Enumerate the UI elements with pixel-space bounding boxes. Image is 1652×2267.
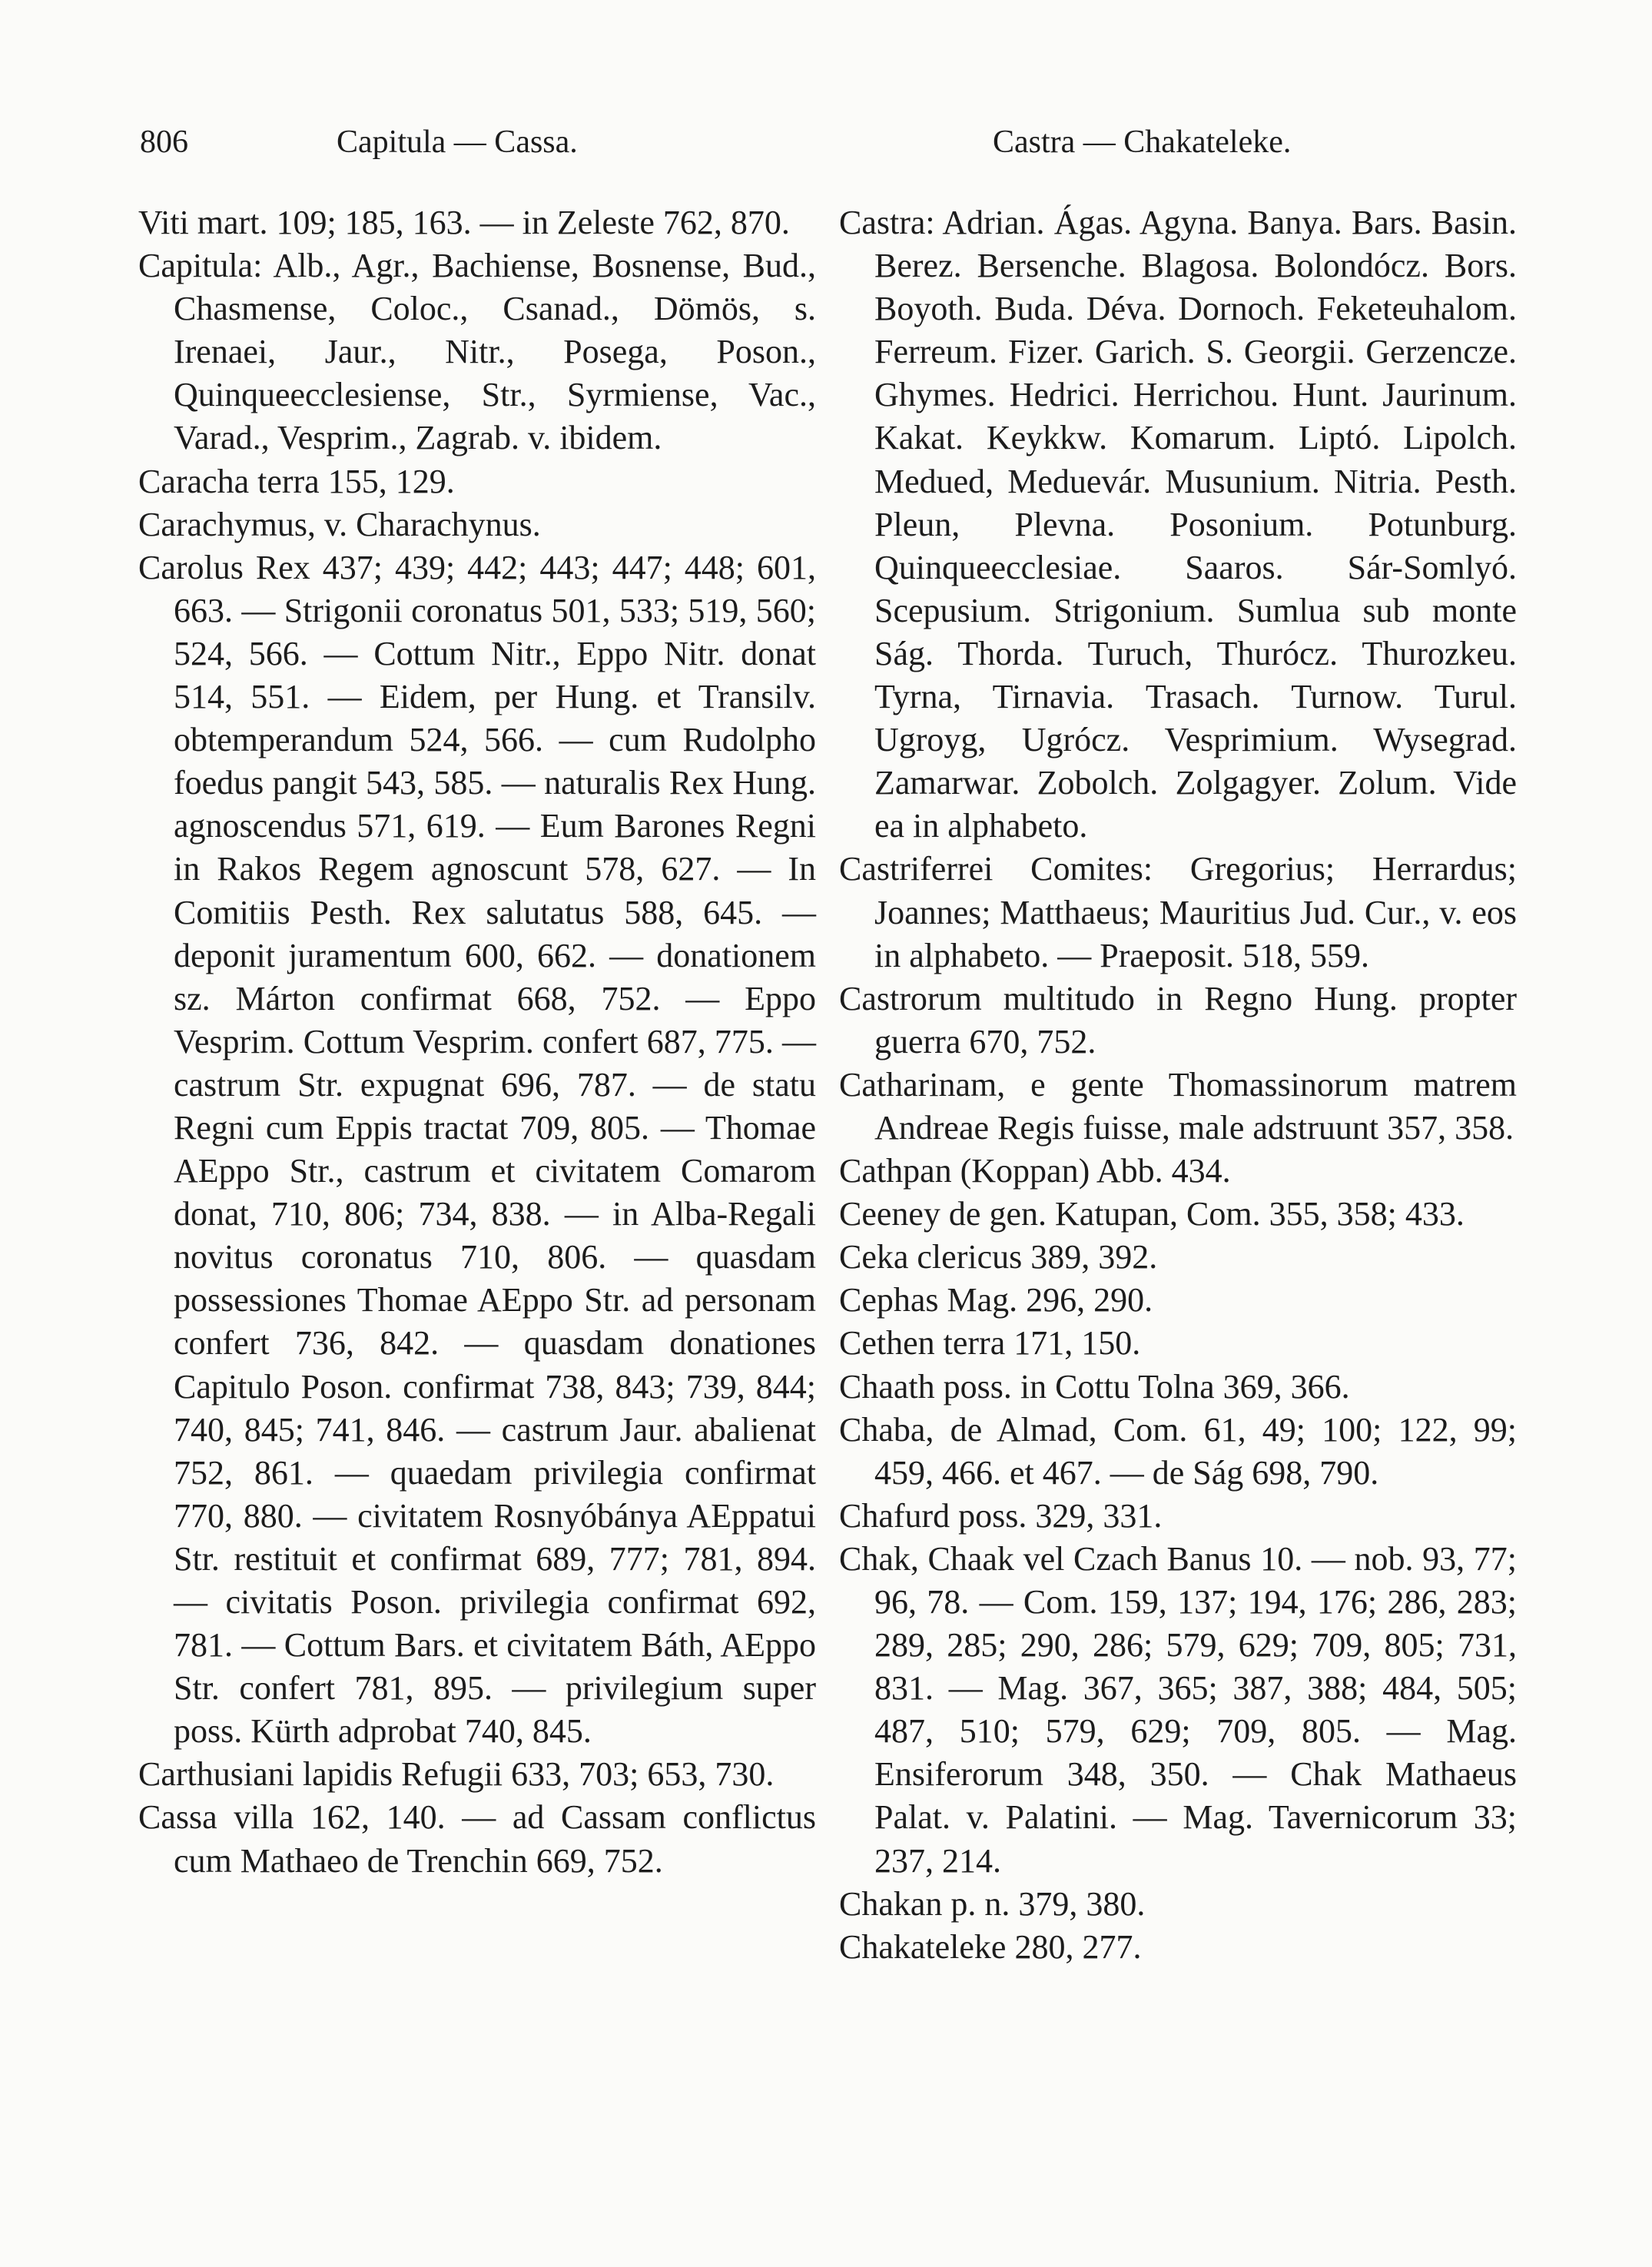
- index-entry: Castriferrei Comites: Gregorius; Herrardus; Joannes; Matthaeus; Mauritius Jud. Cur., v. eos in alphabeto. — Praeposit. 518, 559.: [839, 850, 1517, 974]
- index-entry: Chak, Chaak vel Czach Banus 10. — nob. 93, 77; 96, 78. — Com. 159, 137; 194, 176; 286, 283; 289, 285; 290, 286; 579, 629; 709, 805; 731, 831. — Mag. 367, 365; 387, 388; 484, 505; 487, 510; 579, 629; 709, 805. — Mag. Ensiferorum 348, 350. — Chak Mathaeus Palat. v. Palatini. — Mag. Tavernicorum 33; 237, 214.: [839, 1539, 1517, 1880]
- index-entry: Caracha terra 155, 129.: [138, 462, 455, 500]
- index-entry: Chaath poss. in Cottu Tolna 369, 366.: [839, 1367, 1350, 1406]
- index-entry: Chakan p. n. 379, 380.: [839, 1884, 1146, 1923]
- index-entry: Chafurd poss. 329, 331.: [839, 1496, 1163, 1535]
- right-column: [839, 201, 1517, 1969]
- index-entry: Chaba, de Almad, Com. 61, 49; 100; 122, 99; 459, 466. et 467. — de Ság 698, 790.: [839, 1410, 1517, 1492]
- index-entry: Viti mart. 109; 185, 163. — in Zeleste 762, 870.: [138, 204, 790, 241]
- index-entry: Cethen terra 171, 150.: [839, 1324, 1141, 1363]
- index-entry: Cephas Mag. 296, 290.: [839, 1281, 1153, 1319]
- index-entry: Catharinam, e gente Thomassinorum matrem Andreae Regis fuisse, male adstruunt 357, 358.: [839, 1065, 1517, 1147]
- index-entry: Cassa villa 162, 140. — ad Cassam conflictus cum Mathaeo de Trenchin 669, 752.: [138, 1798, 816, 1880]
- right-running-title: Castra — Chakateleke.: [993, 124, 1292, 160]
- left-running-title: Capitula — Cassa.: [337, 124, 578, 160]
- index-entry: Carthusiani lapidis Refugii 633, 703; 653, 730.: [138, 1755, 775, 1794]
- running-header: [0, 115, 1652, 169]
- page-number: 806: [140, 124, 188, 160]
- index-entry: Carolus Rex 437; 439; 442; 443; 447; 448; 601, 663. — Strigonii coronatus 501, 533; 519, 560; 524, 566. — Cottum Nitr., Eppo Nitr. donat 514, 551. — Eidem, per Hung. et Transilv. obtemperandum 524, 566. — cum Rudolpho foedus pangit 543, 585. — naturalis Rex Hung. agnoscendus 571, 619. — Eum Barones Regni in Rakos Regem agnoscunt 578, 627. — In Comitiis Pesth. Rex salutatus 588, 645. — deponit juramentum 600, 662. — donationem sz. Márton confirmat 668, 752. — Eppo Vesprim. Cottum Vesprim. confert 687, 775. — castrum Str. expugnat 696, 787. — de statu Regni cum Eppis tractat 709, 805. — Thomae AEppo Str., castrum et civitatem Comarom donat, 710, 806; 734, 838. — in Alba-Regali novitus coronatus 710, 806. — quasdam possessiones Thomae AEppo Str. ad personam confert 736, 842. — quasdam donationes Capitulo Poson. confirmat 738, 843; 739, 844; 740, 845; 741, 846. — castrum Jaur. abalienat 752, 861. — quaedam privilegia confirmat 770, 880. — civitatem Rosnyóbánya AEppatui Str. restituit et confirmat 689, 777; 781, 894. — civitatis Poson. privilegia confirmat 692, 781. — Cottum Bars. et civitatem Báth, AEppo Str. confert 781, 895. — privilegium super poss. Kürth adprobat 740, 845.: [138, 548, 816, 1751]
- index-entry: Ceka clericus 389, 392.: [839, 1238, 1158, 1276]
- index-entry: Chakateleke 280, 277.: [839, 1927, 1142, 1966]
- left-column: [138, 201, 816, 1883]
- index-entry: Castrorum multitudo in Regno Hung. propter guerra 670, 752.: [839, 979, 1517, 1060]
- index-entry: Ceeney de gen. Katupan, Com. 355, 358; 433.: [839, 1195, 1465, 1233]
- index-entry: Cathpan (Koppan) Abb. 434.: [839, 1152, 1231, 1190]
- index-entry: Carachymus, v. Charachynus.: [138, 505, 541, 543]
- index-entry: Castra: Adrian. Ágas. Agyna. Banya. Bars. Basin. Berez. Bersenche. Blagosa. Bolondócz. Bors. Boyoth. Buda. Déva. Dornoch. Feketeuhalom. Ferreum. Fizer. Garich. S. Georgii. Gerzencze. Ghymes. Hedrici. Herrichou. Hunt. Jaurinum. Kakat. Keykkw. Komarum. Liptó. Lipolch. Medued, Meduevár. Musunium. Nitria. Pesth. Pleun, Plevna. Posonium. Potunburg. Quinqueecclesiae. Saaros. Sár-Somlyó. Scepusium. Strigonium. Sumlua sub monte Ság. Thorda. Turuch, Thurócz. Thurozkeu. Tyrna, Tirnavia. Trasach. Turnow. Turul. Ugroyg, Ugrócz. Vesprimium. Wysegrad. Zamarwar. Zobolch. Zolgagyer. Zolum. Vide ea in alphabeto.: [839, 204, 1517, 845]
- index-entry: Capitula: Alb., Agr., Bachiense, Bosnense, Bud., Chasmense, Coloc., Csanad., Dömös, s. Irenaei, Jaur., Nitr., Posega, Poson., Quinqueecclesiense, Str., Syrmiense, Vac., Varad., Vesprim., Zagrab. v. ibidem.: [138, 247, 816, 457]
